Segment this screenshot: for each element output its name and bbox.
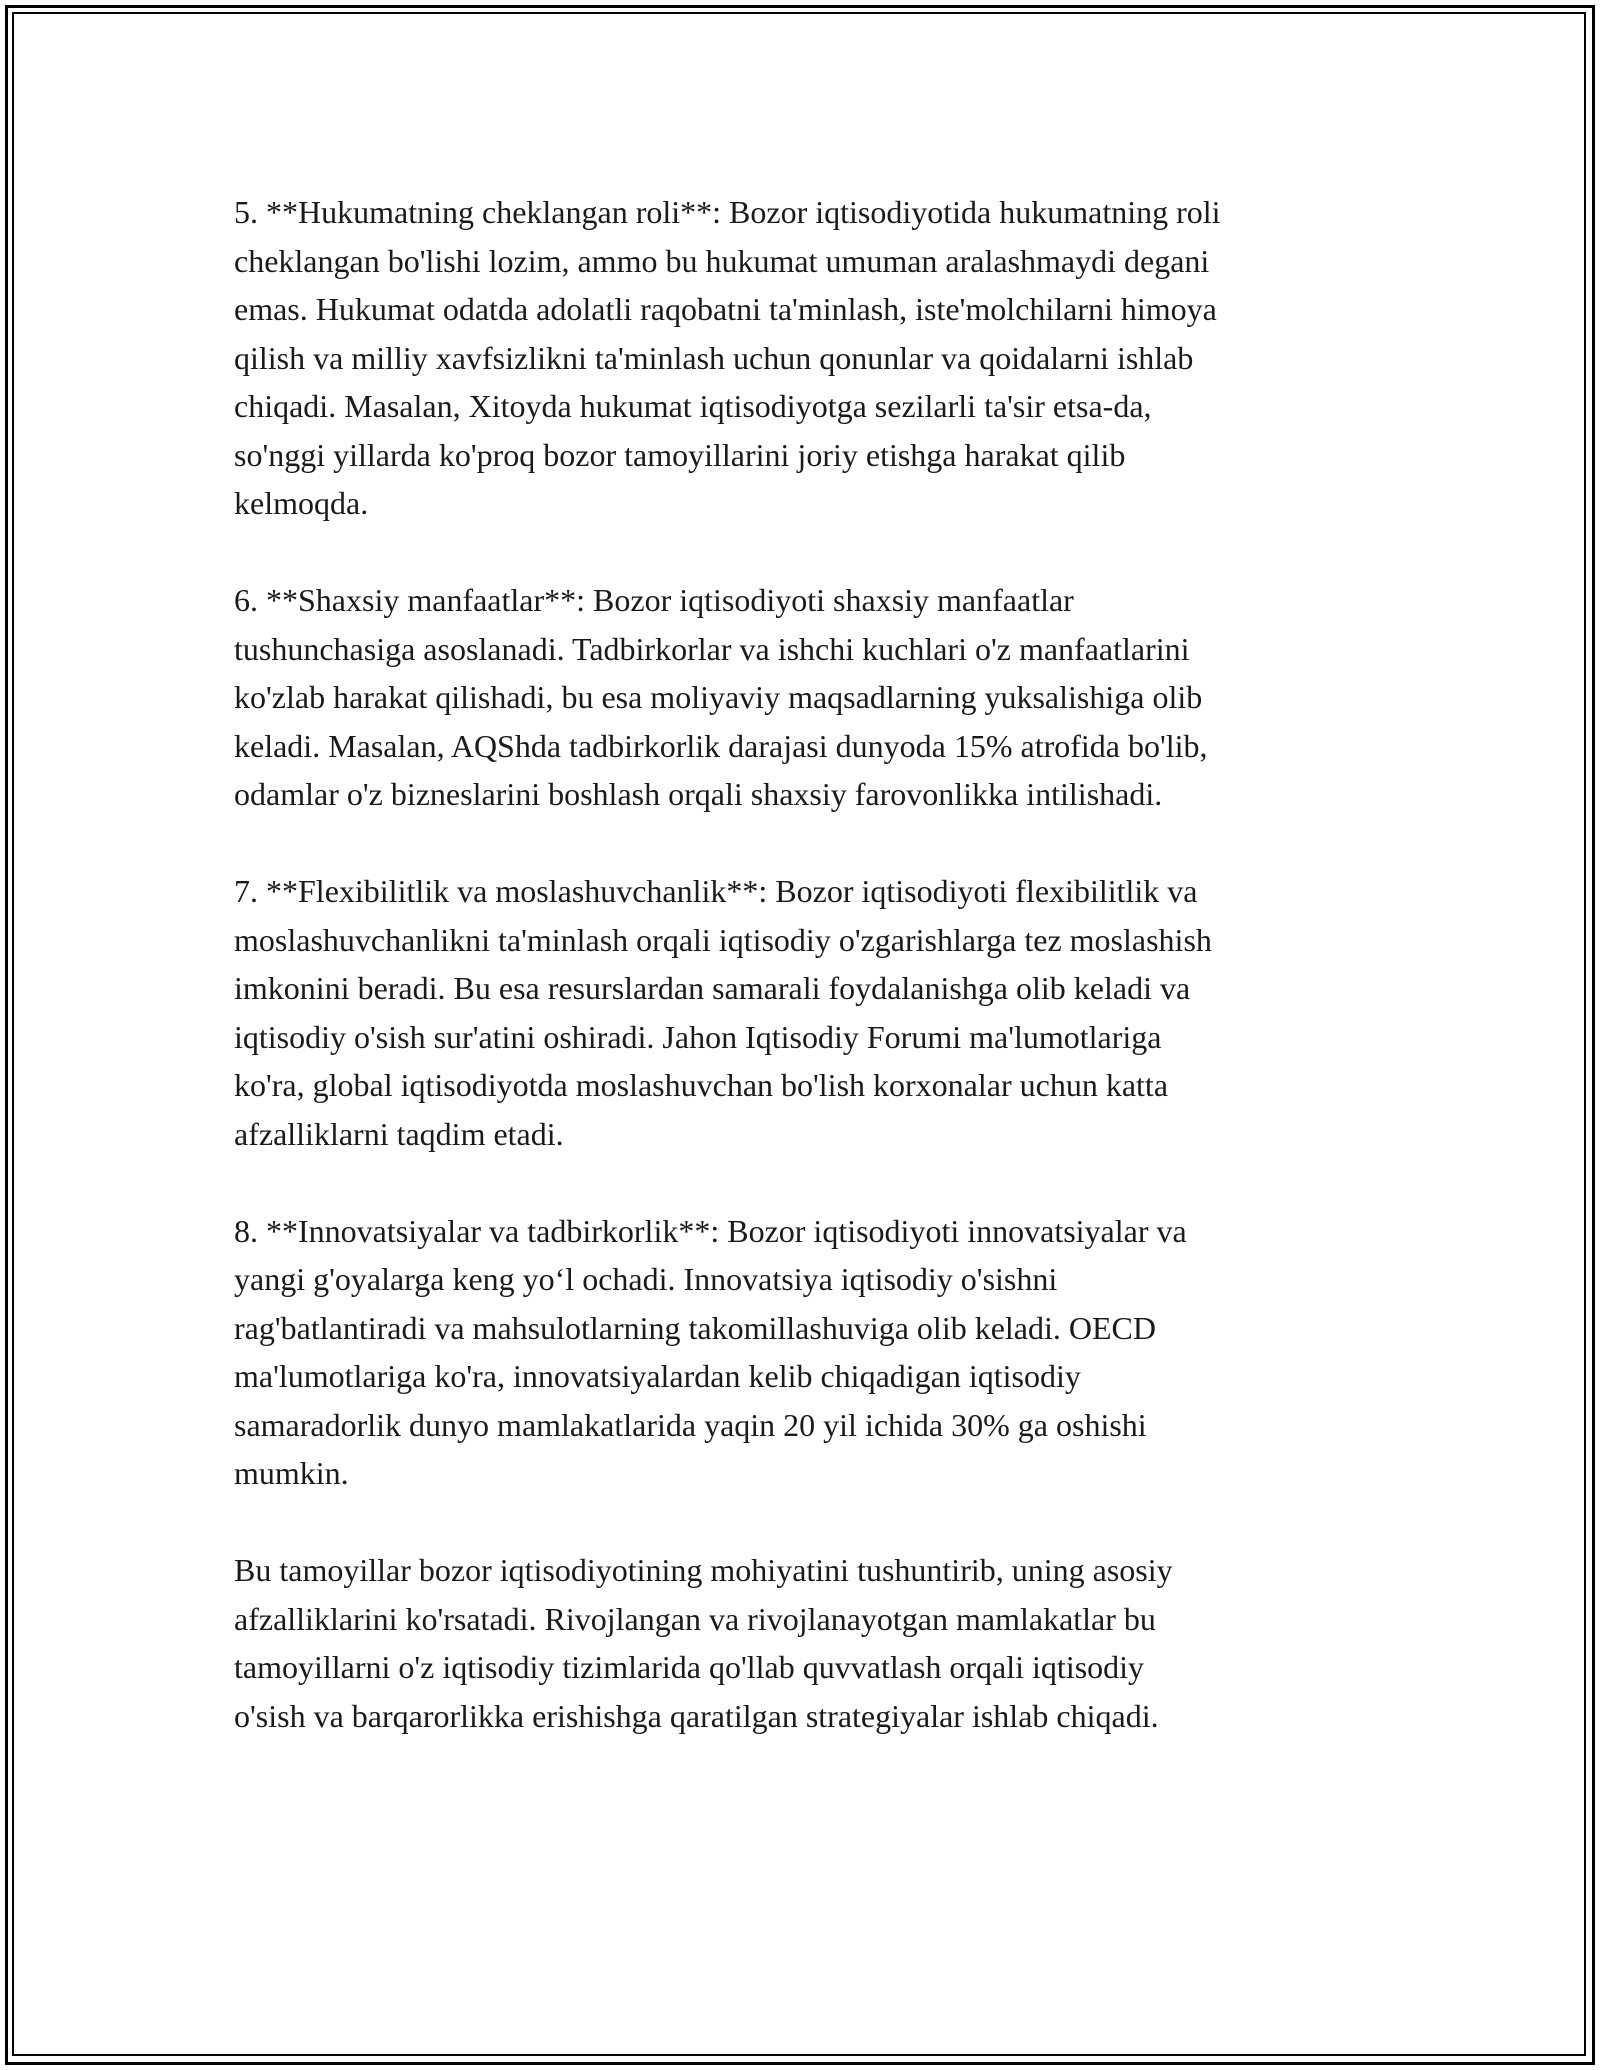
document-body (234, 188, 1394, 1740)
paragraph-self-interest: 6. **Shaxsiy manfaatlar**: Bozor iqtisodiyoti shaxsiy manfaatlar tushunchasiga asoslanadi. Tadbirkorlar va ishchi kuchlari o'z manfaatlarini ko'zlab harakat qilishadi, bu esa moliyaviy maqsadlarning yuksalishiga olib keladi. Masalan, AQShda tadbirkorlik darajasi dunyoda 15% atrofida bo'lib, odamlar o'z bizneslarini boshlash orqali shaxsiy farovonlikka intilishadi. (234, 582, 1208, 812)
paragraph-flexibility: 7. **Flexibilitlik va moslashuvchanlik**: Bozor iqtisodiyoti flexibilitlik va moslashuvchanlikni ta'minlash orqali iqtisodiy o'zgarishlarga tez moslashish imkonini beradi. Bu esa resurslardan samarali foydalanishga olib keladi va iqtisodiy o'sish sur'atini oshiradi. Jahon Iqtisodiy Forumi ma'lumotlariga ko'ra, global iqtisodiyotda moslashuvchan bo'lish korxonalar uchun katta afzalliklarni taqdim etadi. (234, 873, 1212, 1152)
paragraph-government-role: 5. **Hukumatning cheklangan roli**: Bozor iqtisodiyotida hukumatning roli cheklangan bo'lishi lozim, ammo bu hukumat umuman aralashmaydi degani emas. Hukumat odatda adolatli raqobatni ta'minlash, iste'molchilarni himoya qilish va milliy xavfsizlikni ta'minlash uchun qonunlar va qoidalarni ishlab chiqadi. Masalan, Xitoyda hukumat iqtisodiyotga sezilarli ta'sir etsa-da, so'nggi yillarda ko'proq bozor tamoyillarini joriy etishga harakat qilib kelmoqda. (234, 194, 1221, 521)
paragraph-innovation: 8. **Innovatsiyalar va tadbirkorlik**: Bozor iqtisodiyoti innovatsiyalar va yangi g'oyalarga keng yo‘l ochadi. Innovatsiya iqtisodiy o'sishni rag'batlantiradi va mahsulotlarning takomillashuviga olib keladi. OECD ma'lumotlariga ko'ra, innovatsiyalardan kelib chiqadigan iqtisodiy samaradorlik dunyo mamlakatlarida yaqin 20 yil ichida 30% ga oshishi mumkin. (234, 1212, 1187, 1491)
paragraph-conclusion: Bu tamoyillar bozor iqtisodiyotining mohiyatini tushuntirib, uning asosiy afzalliklarini ko'rsatadi. Rivojlangan va rivojlanayotgan mamlakatlar bu tamoyillarni o'z iqtisodiy tizimlarida qo'llab quvvatlash orqali iqtisodiy o'sish va barqarorlikka erishishga qaratilgan strategiyalar ishlab chiqadi. (234, 1552, 1173, 1734)
